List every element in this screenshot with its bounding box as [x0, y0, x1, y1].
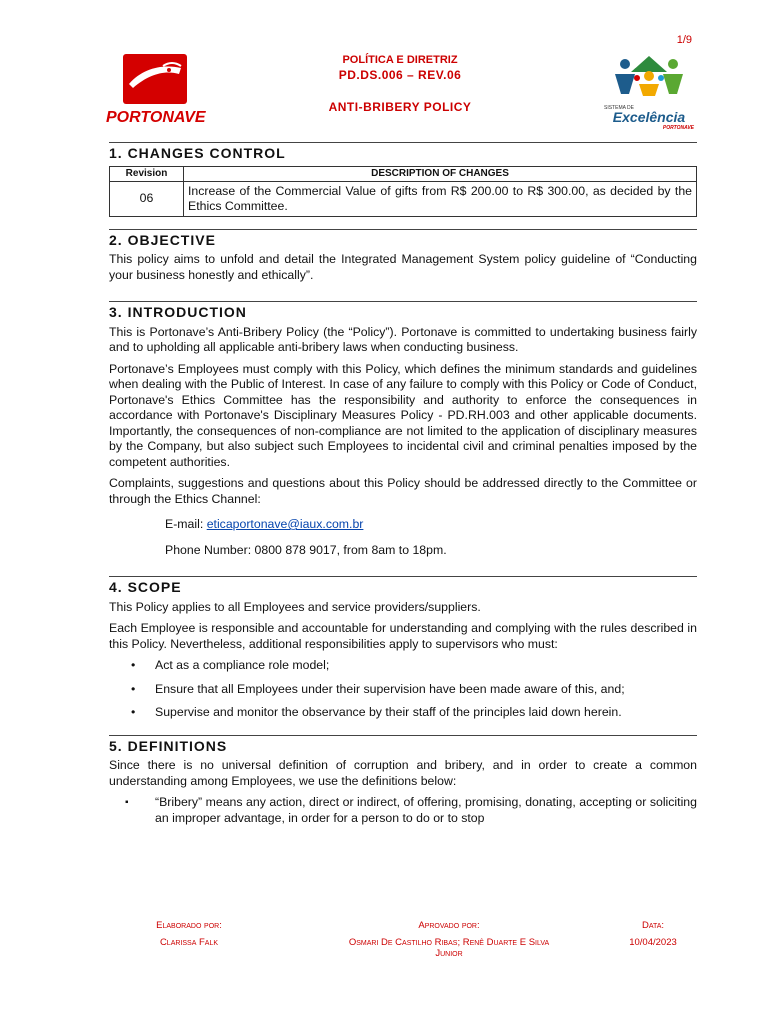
approved-by: Osmari De Castilho Ribas; Renê Duarte E Silva	[348, 937, 550, 948]
phone-line: Phone Number: 0800 878 9017, from 8am to 18pm.	[165, 542, 447, 557]
logo-big-text: Excelência	[612, 109, 686, 125]
document-body	[109, 142, 697, 826]
page-number: 1/9	[676, 34, 692, 46]
logo-small-text: SISTEMA DE	[604, 105, 635, 111]
changes-table	[109, 166, 697, 217]
column-header-description: DESCRIPTION OF CHANGES	[184, 166, 697, 181]
list-item: • Act as a compliance role model;	[155, 658, 697, 674]
approved-label: Aprovado por:	[418, 920, 480, 931]
definitions-paragraph: Since there is no universal definition of corruption and bribery, and in order to create a common understanding among Employees, we use the definitions below:	[109, 758, 697, 788]
column-header-revision: Revision	[110, 166, 184, 181]
definitions-list	[109, 795, 697, 826]
footer-approved	[299, 920, 599, 959]
objective-paragraph: This policy aims to unfold and detail the Integrated Management System policy guideline of “Conducting your business honestly and ethically”.	[109, 252, 697, 282]
excelencia-logo	[604, 54, 694, 131]
prepared-label: Elaborado por:	[156, 920, 222, 931]
people-house-icon	[611, 54, 687, 98]
section-title-changes: 1. CHANGES CONTROL	[109, 142, 697, 162]
document-header	[250, 54, 550, 114]
footer-prepared	[109, 920, 269, 948]
section-title-definitions: 5. DEFINITIONS	[109, 735, 697, 755]
list-item: ▪ “Bribery” means any action, direct or indirect, of offering, promising, donating, accepting or soliciting an improper advantage, in order for a person to do or to stop	[155, 795, 697, 826]
portonave-logo	[106, 54, 206, 127]
doc-category: POLÍTICA E DIRETRIZ	[342, 54, 458, 66]
portonave-wordmark: PORTONAVE	[106, 109, 206, 126]
prepared-by: Clarissa Falk	[159, 937, 219, 948]
scope-paragraph-1: This Policy applies to all Employees and service providers/suppliers.	[109, 599, 481, 614]
intro-paragraph-1: This is Portonave’s Anti-Bribery Policy (the “Policy”). Portonave is committed to undertaking business fairly and to upholding all applicable anti-bribery laws when conducting business.	[109, 324, 697, 354]
doc-title: ANTI-BRIBERY POLICY	[328, 100, 472, 114]
list-item: • Ensure that all Employees under their supervision have been made aware of this, and;	[155, 682, 697, 698]
approved-by-continued: Junior	[435, 948, 463, 959]
email-label: E-mail:	[165, 517, 207, 531]
date-value: 10/04/2023	[629, 937, 677, 948]
list-item: • Supervise and monitor the observance by their staff of the principles laid down herein.	[155, 705, 697, 721]
date-label: Data:	[641, 920, 665, 931]
section-title-scope: 4. SCOPE	[109, 576, 697, 596]
intro-paragraph-3: Complaints, suggestions and questions about this Policy should be addressed directly to the Committee or through the Ethics Channel:	[109, 476, 697, 506]
section-title-introduction: 3. INTRODUCTION	[109, 301, 697, 321]
supervisor-duties-list	[109, 658, 697, 721]
intro-paragraph-2: Portonave’s Employees must comply with this Policy, which defines the minimum standards and guidelines when dealing with the Public of Interest. In case of any failure to comply with this Policy or Code of Conduct, Portonave's Ethics Committee has the responsibility and authority to enforce the consequences in accordance with Portonave's Disciplinary Measures Policy - PD.RH.003 and other applicable documents. Importantly, the consequences of non-compliance are not limited to the application of disciplinary measures by the Company, but also subject such Employees to incidental civil and criminal penalties imposed by the competent authorities.	[109, 361, 697, 469]
doc-code: PD.DS.006 – REV.06	[338, 68, 462, 82]
email-line	[165, 517, 697, 533]
scope-paragraph-2: Each Employee is responsible and accountable for understanding and complying with the rules described in this Policy. Nevertheless, additional responsibilities apply to supervisors who must:	[109, 621, 697, 651]
logo-tiny-text: PORTONAVE	[662, 125, 694, 131]
description-cell: Increase of the Commercial Value of gifts from R$ 200.00 to R$ 300.00, as decided by the Ethics Committee.	[184, 181, 697, 216]
section-title-objective: 2. OBJECTIVE	[109, 229, 697, 249]
footer-date	[609, 920, 697, 948]
ship-icon	[123, 54, 187, 104]
table-row	[110, 181, 697, 216]
revision-cell: 06	[110, 181, 184, 216]
email-link[interactable]: eticaportonave@iaux.com.br	[206, 517, 364, 531]
